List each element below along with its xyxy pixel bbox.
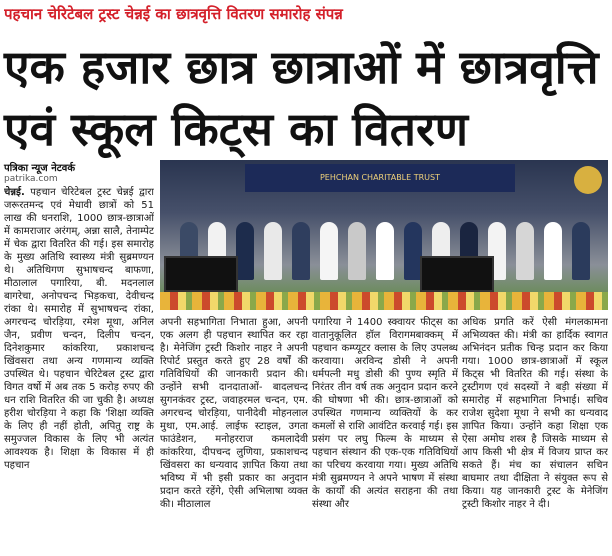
dateline: चेन्नई.: [4, 187, 25, 198]
person-figure: [572, 222, 590, 280]
article-paragraph: [4, 186, 154, 472]
kicker-headline: पहचान चेरिटेबल ट्रस्ट चेन्नई का छात्रवृत्ति वितरण समारोह संपन्न: [4, 5, 343, 23]
article-paragraph: अपनी सहभागिता निभाता हुआ, अपनी एक अलग ही पहचान स्थापित कर रहा है। मेनेजिंग ट्रस्टी किशोर नाहर ने अपनी रिपोर्ट प्रस्तुत करते हुए 28 वर्षों की गतिविधियों की जानकारी प्रदान की। उन्होंने सभी दानदाताओं- बादलचन्द सुगनकंवर ट्रस्ट, जवाहरमल चन्दन, एम. अगरचन्द चोरड़िया, पानीदेवी मोहनलाल मुथा, एम.आई. लाईफ स्टाइल, उगता फाउंडेशन, मनोहरराज कमलादेवी कांकरिया, दीपचन्द लुणिया, प्रकाशचन्द खिंवसरा का धन्यवाद ज्ञापित किया तथा भविष्य में भी इसी प्रकार का अनुदान प्रदान करते रहेंगे, ऐसी अभिलाषा व्यक्त की। मीठालाल: [160, 317, 308, 510]
person-figure: [320, 222, 338, 280]
article-text: पहचान चेरिटेबल ट्रस्ट चेन्नई द्वारा जरूरतमन्द एवं मेधावी छात्रों को 51 लाख की धनराशि, 1000 छात्र-छात्राओं में कामराजार अरंगम्, अन्ना सालै, तेनाम्पेट में चेक द्वारा वितरित की गई। इस समारोह के मुख्य अतिथि स्वास्थ्य मंत्री सुब्रमण्यन थे। अतिथिगण सुभाषचन्द बाफणा, मीठालाल पगारिया, बी. मदनलाल बागरेचा, अनोपचन्द भिड़कचा, देवीचन्द रांका थे। समारोह में सुभाषचन्द रांका, अगरचन्द चोरड़िया, रमेश मूथा, अनिल जैन, प्रवीण चन्दन, दिलीप चन्दन, दिनेशकुमार कांकरिया, प्रकाशचन्द खिंवसरा तथा अन्य गणमान्य व्यक्ति उपस्थित थे। पहचान चेरिटेबल ट्रस्ट द्वारा विगत वर्षो में अब तक 5 करोड़ रुपए की धन राशि वितरित की जा चुकी है। अध्यक्ष हरीश चोरड़िया ने कहा कि 'शिक्षा व्यक्ति के लिए ही नहीं होती, अपितु राष्ट्र के समुज्जल विकास के लिए भी अत्यंत आवश्यक है। शिक्षा के विकास में ही पहचान: [4, 187, 154, 471]
person-figure: [348, 222, 366, 280]
person-figure: [544, 222, 562, 280]
flower-decoration: [160, 292, 608, 310]
person-figure: [264, 222, 282, 280]
event-photo: [160, 160, 608, 310]
headline-line-2: एवं स्कूल किट्स का वितरण: [4, 102, 469, 156]
stage-banner: PEHCHAN CHARITABLE TRUST: [245, 164, 515, 192]
byline: [4, 160, 152, 184]
article-paragraph: पगारिया ने 1400 स्क्वायर फीट्स का वातानुकूलित हॉल विरागमबाक्कम् में पहचान कम्प्यूटर क्लास के लिए उपलब्ध करवाया। अरविन्द डोसी ने अपनी धर्मपत्नी मधु डोसी की पुण्य स्मृति में निरंतर तीन वर्ष तक अनुदान प्रदान करने की घोषणा भी की। छात्र-छात्राओं को उपस्थित गणमान्य व्यक्तियों के कर कमलों से राशि आवंटित करवाई गई। इस प्रसंग पर लघु फिल्म के माध्यम से पहचान संस्थान की एक-एक गतिविधियों का परिचय करवाया गया। मुख्य अतिथि मंत्री सुब्रमण्यन ने अपने भाषण में संस्था के कार्यों की अत्यंत सराहना की तथा संस्था और: [312, 317, 458, 510]
person-figure: [292, 222, 310, 280]
article-paragraph: अधिक प्रगति करें ऐसी मंगलकामना अभिव्यक्त की। मंत्री का हार्दिक स्वागत अभिनंदन प्रतीक चिन्ह प्रदान कर किया गया। 1000 छात्र-छात्राओं में स्कूल किट्स भी वितरित की गई। संस्था के ट्रस्टीगण एवं सदस्यों ने बड़ी संख्या में समारोह में सहभागिता निभाई। सचिव राजेश सुदेशा मूथा ने सभी का धन्यवाद ज्ञापित किया। उन्होंने कहा शिक्षा एक ऐसा अमोघ शस्त्र है जिसके माध्यम से आप किसी भी क्षेत्र में विजय प्राप्त कर सकते हैं। मंच का संचालन सचिन बाघमार तथा दीक्षिता ने संयुक्त रूप से किया। यह जानकारी ट्रस्ट के मेनेजिंग ट्रस्टी किशोर नाहर ने दी।: [462, 317, 608, 510]
person-figure: [376, 222, 394, 280]
article-column-3: [312, 316, 458, 552]
article-column-1: [4, 186, 154, 552]
article-column-4: [462, 316, 608, 552]
stage-screen: [420, 256, 494, 292]
article-column-2: [160, 316, 308, 552]
logo-icon: [574, 166, 602, 194]
main-headline: [4, 36, 608, 160]
person-figure: [516, 222, 534, 280]
person-figure: [236, 222, 254, 280]
byline-site: patrika.com: [4, 174, 58, 184]
byline-agency: पत्रिका न्यूज नेटवर्क: [4, 163, 76, 174]
headline-line-1: एक हजार छात्र छात्राओं में छात्रवृत्ति: [4, 40, 599, 94]
stage-screen: [164, 256, 238, 292]
